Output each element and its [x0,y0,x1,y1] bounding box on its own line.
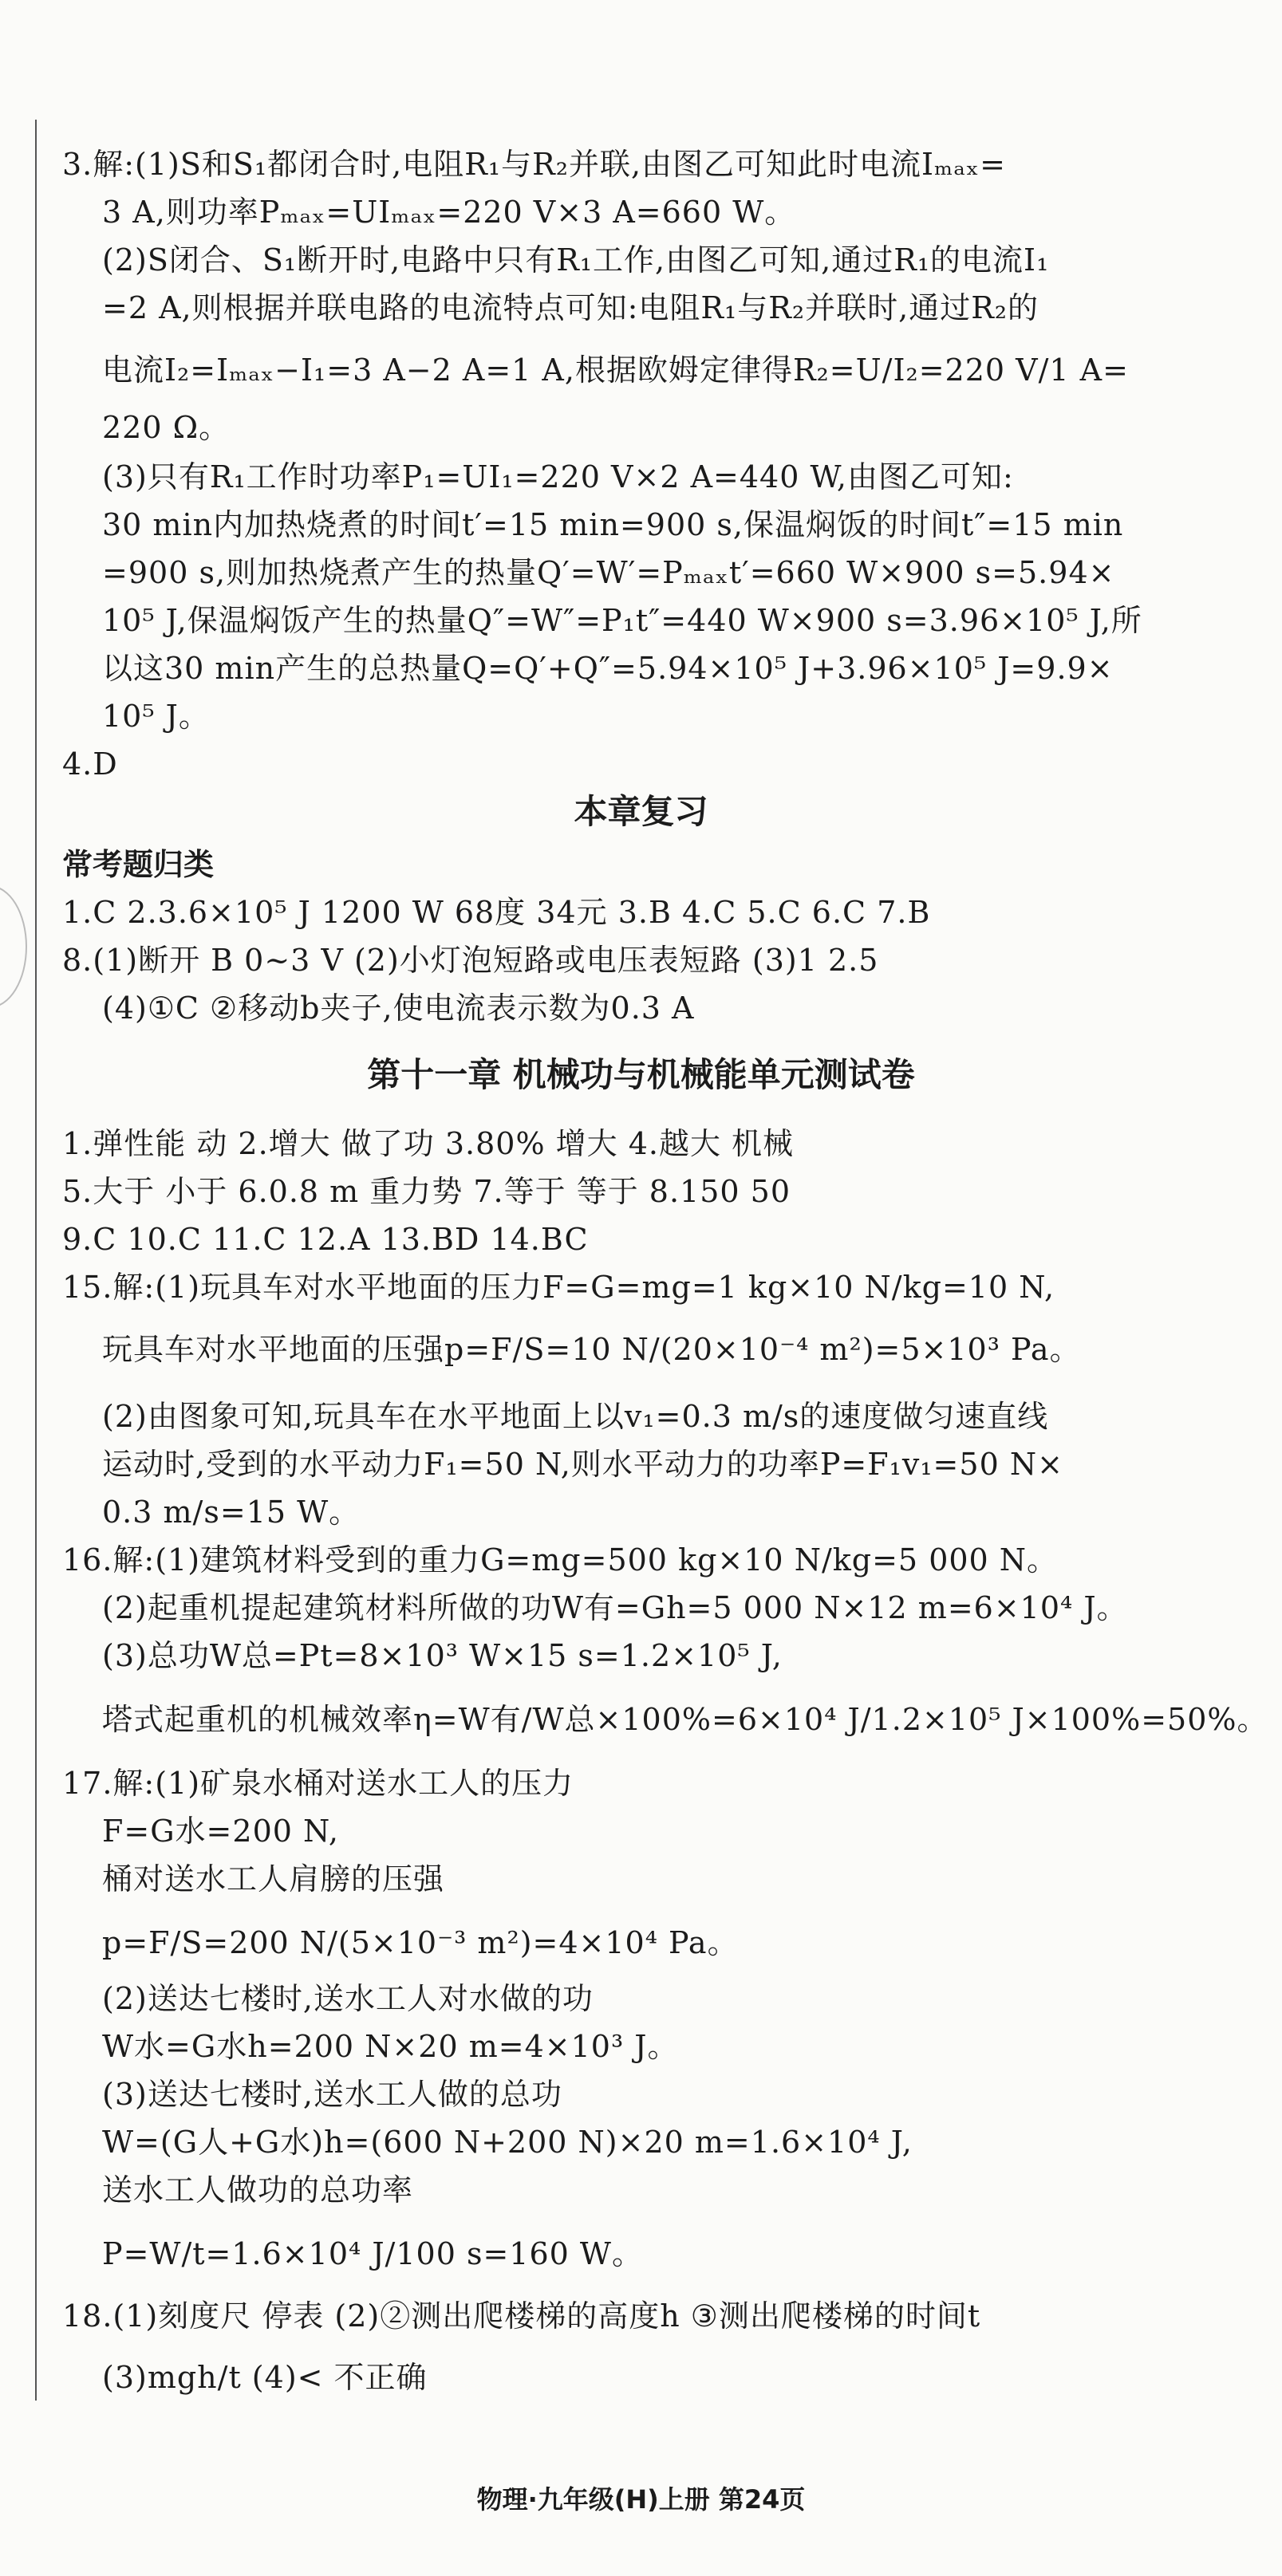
answer-line: (3)送达七楼时,送水工人做的总功 [102,2077,562,2112]
answer-line: (2)由图象可知,玩具车在水平地面上以v₁=0.3 m/s的速度做匀速直线 [102,1399,1049,1434]
answer-line: (3)只有R₁工作时功率P₁=UI₁=220 V×2 A=440 W,由图乙可知: [102,459,1014,494]
answer-line: 1.弹性能 动 2.增大 做了功 3.80% 增大 4.越大 机械 [62,1126,795,1161]
answer-line: 16.解:(1)建筑材料受到的重力G=mg=500 kg×10 N/kg=5 000 N。 [62,1542,1059,1578]
answer-line: (4)①C ②移动b夹子,使电流表示数为0.3 A [102,991,695,1026]
answer-line: 以这30 min产生的总热量Q=Q′+Q″=5.94×10⁵ J+3.96×10⁵ J=9.9× [102,651,1114,686]
common-question-subheading: 常考题归类 [62,847,215,882]
answer-line: P=W/t=1.6×10⁴ J/100 s=160 W。 [102,2236,643,2271]
answer-line: 10⁵ J,保温焖饭产生的热量Q″=W″=P₁t″=440 W×900 s=3.96×10⁵ J,所 [102,603,1142,638]
answer-line: 8.(1)断开 B 0~3 V (2)小灯泡短路或电压表短路 (3)1 2.5 [62,943,879,978]
chapter-11-test-heading: 第十一章 机械功与机械能单元测试卷 [367,1055,915,1094]
answer-line: 3.解:(1)S和S₁都闭合时,电阻R₁与R₂并联,由图乙可知此时电流Iₘₐₓ= [62,147,1006,182]
answer-line: (2)S闭合、S₁断开时,电路中只有R₁工作,由图乙可知,通过R₁的电流I₁ [102,242,1050,278]
answer-line: 18.(1)刻度尺 停表 (2)②测出爬楼梯的高度h ③测出爬楼梯的时间t [62,2298,981,2334]
chapter-review-heading: 本章复习 [574,792,708,831]
answer-line: 3 A,则功率Pₘₐₓ=UIₘₐₓ=220 V×3 A=660 W。 [102,195,796,230]
answer-line: 5.大于 小于 6.0.8 m 重力势 7.等于 等于 8.150 50 [62,1174,791,1209]
answer-line: 17.解:(1)矿泉水桶对送水工人的压力 [62,1766,574,1801]
answer-line: =2 A,则根据并联电路的电流特点可知:电阻R₁与R₂并联时,通过R₂的 [102,290,1039,325]
answer-line: 电流I₂=Iₘₐₓ−I₁=3 A−2 A=1 A,根据欧姆定律得R₂=U/I₂=220 V/1 A= [102,353,1129,388]
answer-line: W水=G水h=200 N×20 m=4×10³ J。 [102,2029,679,2064]
answer-line: 30 min内加热烧煮的时间t′=15 min=900 s,保温焖饭的时间t″=15 min [102,507,1124,542]
page-footer: 物理·九年级(H)上册 第24页 [476,2484,806,2515]
answer-line: (2)送达七楼时,送水工人对水做的功 [102,1981,594,2016]
answer-line: p=F/S=200 N/(5×10⁻³ m²)=4×10⁴ Pa。 [102,1925,739,1960]
answer-line: (2)起重机提起建筑材料所做的功W有=Gh=5 000 N×12 m=6×10⁴ J。 [102,1590,1128,1625]
answer-line: 1.C 2.3.6×10⁵ J 1200 W 68度 34元 3.B 4.C 5.C 6.C 7.B [62,895,931,930]
answer-line: 桶对送水工人肩膀的压强 [102,1861,445,1897]
answer-line: 220 Ω。 [102,410,231,445]
answer-line: (3)mgh/t (4)< 不正确 [102,2360,428,2395]
answer-line: 玩具车对水平地面的压强p=F/S=10 N/(20×10⁻⁴ m²)=5×10³ Pa。 [102,1332,1081,1367]
answer-line: 15.解:(1)玩具车对水平地面的压力F=G=mg=1 kg×10 N/kg=10 N, [62,1270,1055,1305]
margin-line [35,120,37,2401]
answer-line: =900 s,则加热烧煮产生的热量Q′=W′=Pₘₐₓt′=660 W×900 s=5.94× [102,555,1115,590]
answer-line: 运动时,受到的水平动力F₁=50 N,则水平动力的功率P=F₁v₁=50 N× [102,1447,1063,1482]
answer-line: 10⁵ J。 [102,699,210,734]
answer-line: (3)总功W总=Pt=8×10³ W×15 s=1.2×10⁵ J, [102,1638,783,1673]
answer-line: 送水工人做功的总功率 [102,2172,414,2208]
answer-line: 4.D [62,746,118,782]
answer-line: 9.C 10.C 11.C 12.A 13.BD 14.BC [62,1222,589,1257]
binding-hole-mark [0,885,27,1008]
answer-line: 0.3 m/s=15 W。 [102,1495,361,1530]
answer-line: W=(G人+G水)h=(600 N+200 N)×20 m=1.6×10⁴ J, [102,2125,913,2160]
answer-line: F=G水=200 N, [102,1814,339,1849]
answer-line: 塔式起重机的机械效率η=W有/W总×100%=6×10⁴ J/1.2×10⁵ J×100%=50%。 [102,1702,1268,1737]
